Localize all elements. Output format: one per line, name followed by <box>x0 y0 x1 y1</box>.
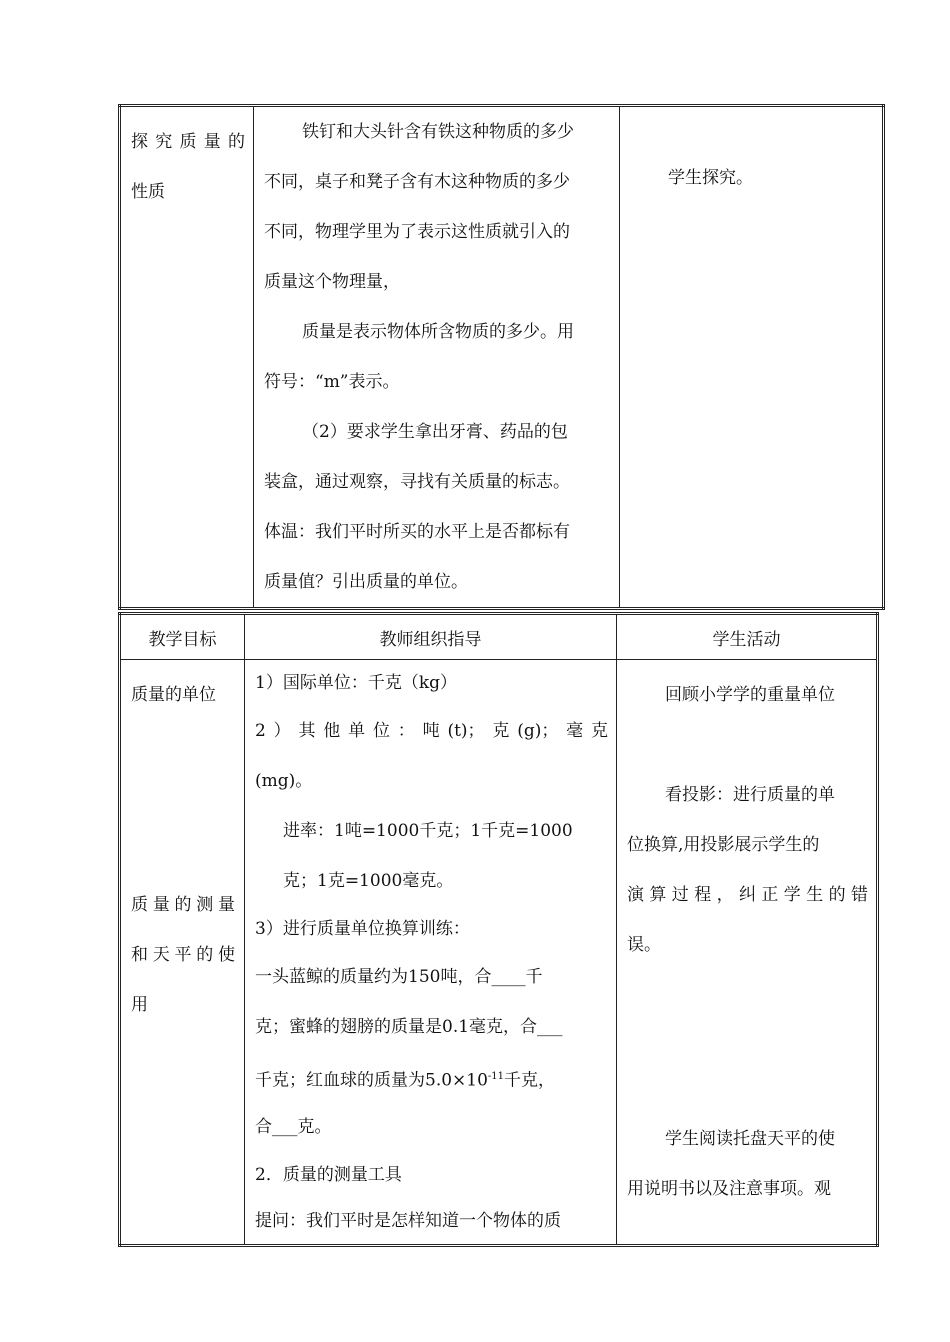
student-text: 回顾小学学的重量单位 <box>665 685 835 705</box>
exponent: -11 <box>487 1071 505 1082</box>
text-line <box>255 1052 608 1102</box>
header-goal: 教学目标 <box>120 614 245 660</box>
student-cell <box>617 660 878 1246</box>
text-line: 体温：我们平时所买的水平上是否都标有 <box>264 522 570 542</box>
goal-text: 质量的单位 <box>131 685 216 705</box>
text-line: 一头蓝鲸的质量约为150吨，合____千 <box>255 967 543 987</box>
text-line: 符号：“m”表示。 <box>264 372 400 392</box>
lesson-table-1 <box>118 104 885 610</box>
student-text: 学生阅读托盘天平的使 <box>665 1129 835 1149</box>
goal-text: 质量的测量 <box>131 895 235 915</box>
text-line: 提问：我们平时是怎样知道一个物体的质 <box>255 1211 561 1231</box>
text-line: 3）进行质量单位换算训练： <box>255 919 470 939</box>
text-line: 进率：1吨=1000千克；1千克=1000 <box>283 821 573 841</box>
teacher-cell <box>254 106 620 609</box>
text-line: 铁钉和大头针含有铁这种物质的多少 <box>302 122 574 142</box>
topic-cell <box>120 106 254 609</box>
student-text: 学生探究。 <box>668 168 753 188</box>
text-line: 质量是表示物体所含物质的多少。用 <box>302 322 574 342</box>
text-line: (mg)。 <box>255 771 313 791</box>
topic-line: 性质 <box>131 182 165 202</box>
student-text: 看投影：进行质量的单 <box>665 785 835 805</box>
teacher-cell <box>245 660 617 1246</box>
text-line: 2．质量的测量工具 <box>255 1165 402 1185</box>
goal-text: 用 <box>131 995 148 1015</box>
text-line: 质量这个物理量， <box>264 272 400 292</box>
text-line: （2）要求学生拿出牙膏、药品的包 <box>302 422 568 442</box>
topic-line: 探究质量的 <box>131 132 245 152</box>
header-row <box>120 614 878 660</box>
lesson-table-2 <box>118 612 879 1247</box>
student-text: 演算过程，纠正学生的错 <box>627 885 868 905</box>
text-fragment: 千克；红血球的质量为5.0×10 <box>255 1070 488 1091</box>
text-line: 不同，桌子和凳子含有木这种物质的多少 <box>264 172 570 192</box>
goal-text: 和天平的使 <box>131 945 235 965</box>
text-fragment: 千克， <box>504 1070 556 1091</box>
student-text: 位换算,用投影展示学生的 <box>627 835 820 855</box>
text-line: 装盒，通过观察，寻找有关质量的标志。 <box>264 472 570 492</box>
student-text: 用说明书以及注意事项。观 <box>627 1179 831 1199</box>
text-line: 质量值？引出质量的单位。 <box>264 572 468 592</box>
text-line: 克；蜜蜂的翅膀的质量是0.1毫克，合___ <box>255 1017 563 1037</box>
header-student: 学生活动 <box>617 614 878 660</box>
student-cell <box>620 106 884 609</box>
text-line: 不同，物理学里为了表示这性质就引入的 <box>264 222 570 242</box>
text-line: 1）国际单位：千克（kg） <box>255 673 457 693</box>
text-line: 克；1克=1000毫克。 <box>283 871 454 891</box>
text-line: 2）其他单位：吨(t)；克(g)；毫克 <box>255 721 608 741</box>
student-text: 误。 <box>627 935 661 955</box>
header-teacher: 教师组织指导 <box>245 614 617 660</box>
goal-cell <box>120 660 245 1246</box>
text-line: 合___克。 <box>255 1117 332 1137</box>
